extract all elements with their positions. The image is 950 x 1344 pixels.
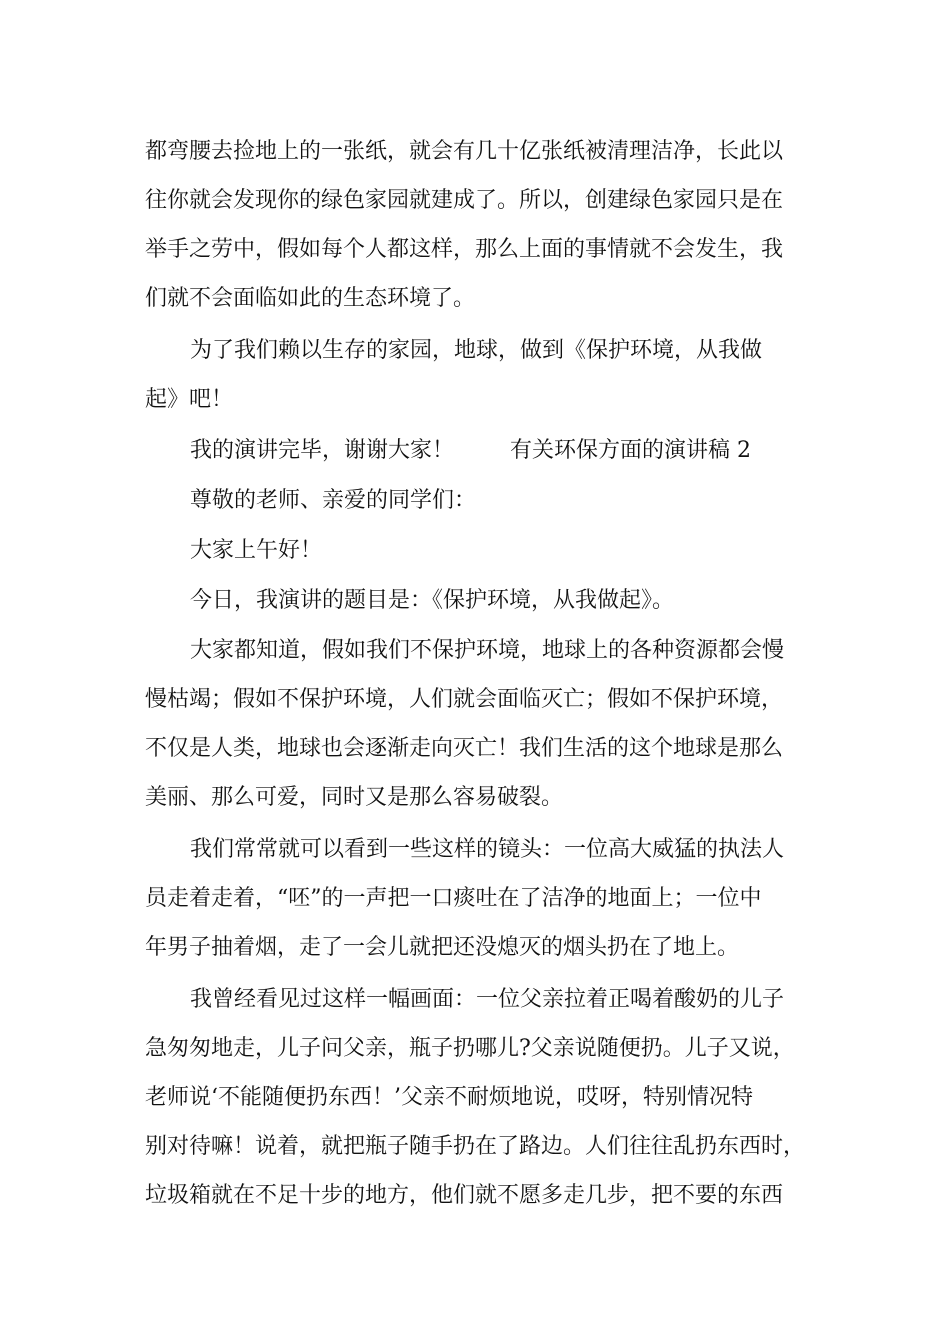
text-line-6: 起》吧！: [145, 387, 234, 412]
speech-topic: 今日，我演讲的题目是：《保护环境，从我做起》。: [190, 588, 675, 613]
text-line-18: 年男子抽着烟，走了一会儿就把还没熄灭的烟头扔在了地上。: [145, 935, 740, 960]
salutation: 尊敬的老师、亲爱的同学们：: [190, 488, 477, 513]
text-line-4: 们就不会面临如此的生态环境了。: [145, 286, 476, 311]
text-line-19: 我曾经看见过这样一幅画面：一位父亲拉着正喝着酸奶的儿子: [190, 987, 785, 1012]
text-line-14: 不仅是人类，地球也会逐渐走向灭亡！我们生活的这个地球是那么: [145, 736, 784, 761]
text-line-22: 别对待嘛！说着，就把瓶子随手扔在了路边。人们往往乱扔东西时，: [145, 1134, 806, 1159]
closing-remark: 我的演讲完毕，谢谢大家！: [190, 438, 455, 463]
text-line-15: 美丽、那么可爱，同时又是那么容易破裂。: [145, 785, 564, 810]
text-line-12: 大家都知道，假如我们不保护环境，地球上的各种资源都会慢: [190, 638, 785, 663]
text-line-13: 慢枯竭；假如不保护环境，人们就会面临灭亡；假如不保护环境，: [145, 687, 784, 712]
text-line-5: 为了我们赖以生存的家园，地球，做到《保护环境，从我做: [190, 338, 763, 363]
text-line-2: 往你就会发现你的绿色家园就建成了。所以，创建绿色家园只是在: [145, 188, 784, 213]
text-line-3: 举手之劳中，假如每个人都这样，那么上面的事情就不会发生，我: [145, 237, 784, 262]
text-line-23: 垃圾箱就在不足十步的地方，他们就不愿多走几步，把不要的东西: [145, 1183, 784, 1208]
text-line-21: 老师说‘不能随便扔东西！’父亲不耐烦地说，哎呀，特别情况特: [145, 1085, 753, 1110]
text-line-16: 我们常常就可以看到一些这样的镜头：一位高大威猛的执法人: [190, 837, 785, 862]
text-line-7: [190, 436, 751, 466]
greeting: 大家上午好！: [190, 538, 323, 563]
text-line-20: 急匆匆地走，儿子问父亲，瓶子扔哪儿?父亲说随便扔。儿子又说，: [145, 1036, 795, 1061]
section-heading: 有关环保方面的演讲稿 2: [510, 438, 752, 463]
text-line-1: 都弯腰去捡地上的一张纸，就会有几十亿张纸被清理洁净，长此以: [145, 139, 784, 164]
text-line-17: 员走着走着，“呸”的一声把一口痰吐在了洁净的地面上；一位中: [145, 886, 762, 911]
